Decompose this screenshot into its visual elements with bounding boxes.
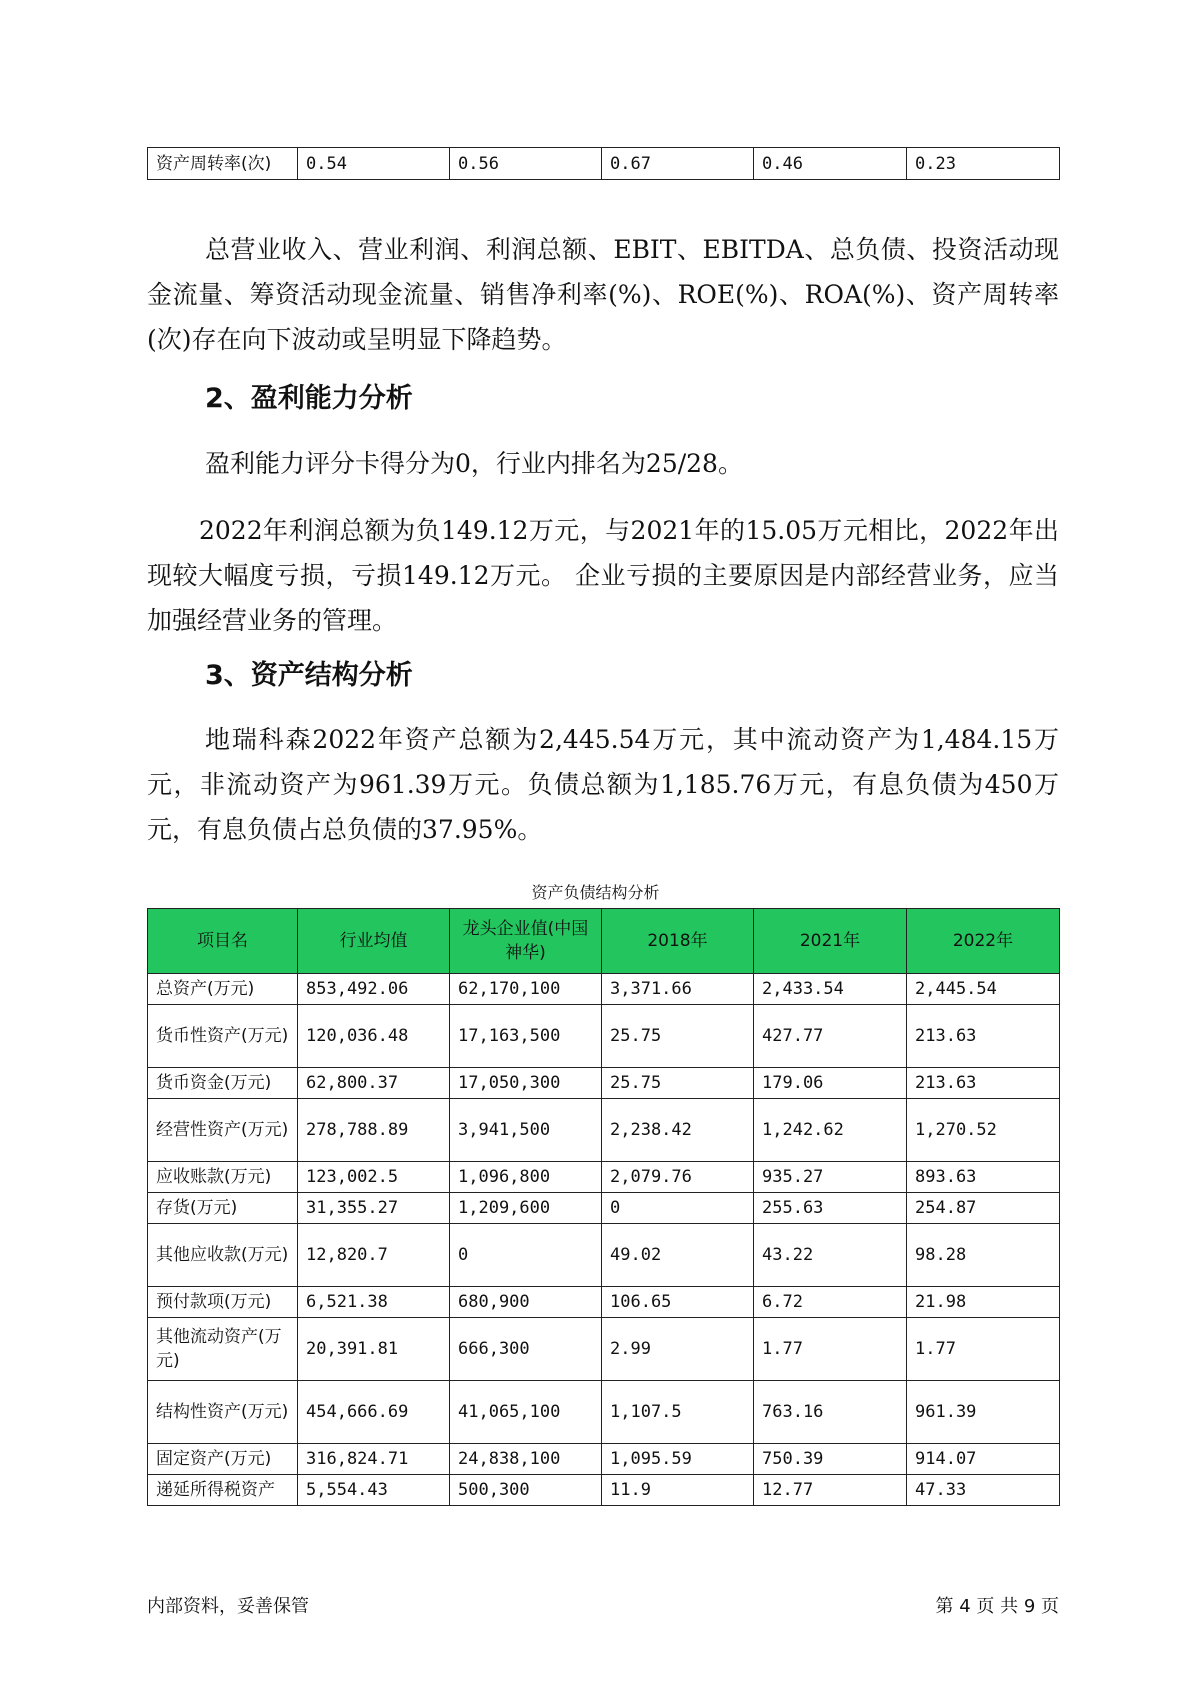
cell: 1.77 <box>907 1318 1060 1381</box>
row-label: 资产周转率(次) <box>148 148 298 180</box>
row-label: 存货(万元) <box>148 1193 298 1224</box>
section-heading-profitability: 2、盈利能力分析 <box>205 383 413 414</box>
table-row <box>148 1444 1060 1475</box>
cell: 278,788.89 <box>298 1099 450 1162</box>
cell: 763.16 <box>754 1381 907 1444</box>
cell: 2,445.54 <box>907 974 1060 1005</box>
cell: 120,036.48 <box>298 1005 450 1068</box>
cell: 316,824.71 <box>298 1444 450 1475</box>
row-label: 递延所得税资产 <box>148 1475 298 1506</box>
cell: 427.77 <box>754 1005 907 1068</box>
table-row <box>148 974 1060 1005</box>
cell: 6.72 <box>754 1287 907 1318</box>
table-caption: 资产负债结构分析 <box>531 883 660 902</box>
cell: 255.63 <box>754 1193 907 1224</box>
table-row <box>148 1068 1060 1099</box>
cell: 0.54 <box>298 148 450 180</box>
cell: 0.67 <box>602 148 754 180</box>
table-row <box>148 1475 1060 1506</box>
header-cell: 龙头企业值(中国神华) <box>450 909 602 974</box>
balance-structure-table <box>147 908 1060 1506</box>
table-row <box>148 1381 1060 1444</box>
cell: 0 <box>602 1193 754 1224</box>
table-row <box>148 1099 1060 1162</box>
table-row <box>148 1005 1060 1068</box>
cell: 914.07 <box>907 1444 1060 1475</box>
header-cell: 2021年 <box>754 909 907 974</box>
cell: 20,391.81 <box>298 1318 450 1381</box>
cell: 935.27 <box>754 1162 907 1193</box>
cell: 454,666.69 <box>298 1381 450 1444</box>
cell: 47.33 <box>907 1475 1060 1506</box>
cell: 5,554.43 <box>298 1475 450 1506</box>
table-row <box>148 1224 1060 1287</box>
footer-page-number: 第 4 页 共 9 页 <box>935 1596 1059 1617</box>
table-row <box>148 1162 1060 1193</box>
cell: 62,800.37 <box>298 1068 450 1099</box>
cell: 2,079.76 <box>602 1162 754 1193</box>
table-row <box>148 1193 1060 1224</box>
cell: 21.98 <box>907 1287 1060 1318</box>
cell: 6,521.38 <box>298 1287 450 1318</box>
cell: 853,492.06 <box>298 974 450 1005</box>
cell: 3,941,500 <box>450 1099 602 1162</box>
cell: 1.77 <box>754 1318 907 1381</box>
cell: 98.28 <box>907 1224 1060 1287</box>
cell: 2.99 <box>602 1318 754 1381</box>
row-label: 其他流动资产(万元) <box>148 1318 298 1381</box>
trend-paragraph: 总营业收入、营业利润、利润总额、EBIT、EBITDA、总负债、投资活动现金流量、筹资活动现金流量、销售净利率(%)、ROE(%)、ROA(%)、资产周转率(次)存在向下波动或呈明显下降趋势。 <box>147 235 1059 354</box>
cell: 680,900 <box>450 1287 602 1318</box>
cell: 0.46 <box>754 148 907 180</box>
cell: 213.63 <box>907 1068 1060 1099</box>
asset-turnover-table <box>147 147 1060 180</box>
cell: 31,355.27 <box>298 1193 450 1224</box>
header-cell: 2018年 <box>602 909 754 974</box>
cell: 41,065,100 <box>450 1381 602 1444</box>
section-heading-asset-structure: 3、资产结构分析 <box>205 660 413 691</box>
cell: 12.77 <box>754 1475 907 1506</box>
cell: 254.87 <box>907 1193 1060 1224</box>
asset-structure-paragraph: 地瑞科森2022年资产总额为2,445.54万元，其中流动资产为1,484.15万元，非流动资产为961.39万元。负债总额为1,185.76万元，有息负债为450万元，有息负债占总负债的37.95%。 <box>147 725 1059 844</box>
cell: 106.65 <box>602 1287 754 1318</box>
cell: 17,163,500 <box>450 1005 602 1068</box>
cell: 0.23 <box>907 148 1060 180</box>
row-label: 其他应收款(万元) <box>148 1224 298 1287</box>
row-label: 货币性资产(万元) <box>148 1005 298 1068</box>
cell: 25.75 <box>602 1005 754 1068</box>
cell: 1,107.5 <box>602 1381 754 1444</box>
cell: 1,096,800 <box>450 1162 602 1193</box>
cell: 24,838,100 <box>450 1444 602 1475</box>
cell: 0.56 <box>450 148 602 180</box>
table-header-row <box>148 909 1060 974</box>
cell: 2,238.42 <box>602 1099 754 1162</box>
row-label: 预付款项(万元) <box>148 1287 298 1318</box>
row-label: 经营性资产(万元) <box>148 1099 298 1162</box>
cell: 2,433.54 <box>754 974 907 1005</box>
header-cell: 项目名 <box>148 909 298 974</box>
profitability-score-paragraph: 盈利能力评分卡得分为0，行业内排名为25/28。 <box>205 449 743 478</box>
cell: 1,209,600 <box>450 1193 602 1224</box>
cell: 750.39 <box>754 1444 907 1475</box>
footer-confidential: 内部资料，妥善保管 <box>147 1596 309 1617</box>
header-cell: 2022年 <box>907 909 1060 974</box>
cell: 3,371.66 <box>602 974 754 1005</box>
table-row <box>148 1287 1060 1318</box>
cell: 1,095.59 <box>602 1444 754 1475</box>
cell: 893.63 <box>907 1162 1060 1193</box>
cell: 666,300 <box>450 1318 602 1381</box>
cell: 123,002.5 <box>298 1162 450 1193</box>
cell: 12,820.7 <box>298 1224 450 1287</box>
row-label: 货币资金(万元) <box>148 1068 298 1099</box>
cell: 0 <box>450 1224 602 1287</box>
cell: 213.63 <box>907 1005 1060 1068</box>
cell: 17,050,300 <box>450 1068 602 1099</box>
cell: 179.06 <box>754 1068 907 1099</box>
row-label: 结构性资产(万元) <box>148 1381 298 1444</box>
table-row <box>148 1318 1060 1381</box>
header-cell: 行业均值 <box>298 909 450 974</box>
cell: 1,270.52 <box>907 1099 1060 1162</box>
row-label: 总资产(万元) <box>148 974 298 1005</box>
cell: 961.39 <box>907 1381 1060 1444</box>
row-label: 应收账款(万元) <box>148 1162 298 1193</box>
cell: 11.9 <box>602 1475 754 1506</box>
cell: 62,170,100 <box>450 974 602 1005</box>
row-label: 固定资产(万元) <box>148 1444 298 1475</box>
cell: 43.22 <box>754 1224 907 1287</box>
cell: 49.02 <box>602 1224 754 1287</box>
profit-paragraph: 2022年利润总额为负149.12万元，与2021年的15.05万元相比，2022年出现较大幅度亏损，亏损149.12万元。 企业亏损的主要原因是内部经营业务，应当加强经营业务的管理。 <box>147 516 1059 635</box>
cell: 25.75 <box>602 1068 754 1099</box>
cell: 1,242.62 <box>754 1099 907 1162</box>
cell: 500,300 <box>450 1475 602 1506</box>
